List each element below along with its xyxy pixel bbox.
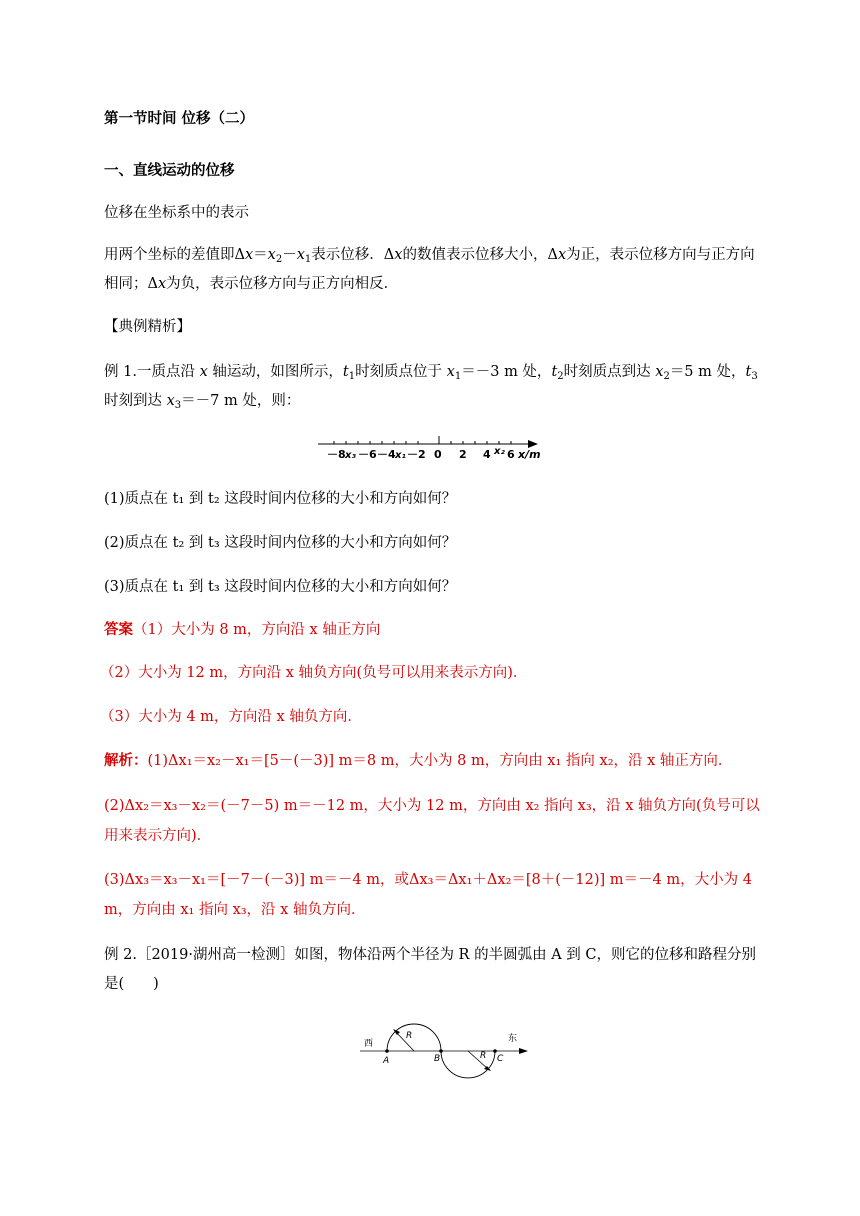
- tick-label: x₃: [345, 450, 356, 461]
- page-title: 第一节时间 位移（二）: [104, 110, 255, 127]
- example1-intro: 例 1.一质点沿 x 轴运动，如图所示，$t_1$时刻质点位于 $x_1=-3$ m 处，$t_2$时刻质点到达 $x_2=5$ m 处，$t_3$时刻到达 $x_3=-7$ m 处，则：: [104, 364, 758, 411]
- analysis-3: (3)Δx₃＝x₃－x₁＝[－7－(－3)] m＝－4 m，或Δx₃＝Δx₁＋Δx₂＝[8＋(－12)] m＝－4 m，大小为 4 m，方向由 x₁ 指向 x₃，沿 x 轴负方向．: [104, 872, 752, 918]
- analysis-2: (2)Δx₂＝x₃－x₂＝(－7－5) m＝－12 m，大小为 12 m，方向由 x₂ 指向 x₃，沿 x 轴负方向(负号可以用来表示方向)．: [104, 798, 760, 844]
- tick-label: －8: [327, 448, 346, 461]
- semicircle-figure: [352, 1018, 532, 1084]
- question-3: (3)质点在 t₁ 到 t₃ 这段时间内位移的大小和方向如何？: [104, 579, 457, 595]
- tick-label: x₂: [494, 446, 505, 457]
- answer-3: （3）大小为 4 m，方向沿 x 轴负方向．: [100, 709, 362, 725]
- point-a-label: A: [383, 1056, 390, 1066]
- question-2: (2)质点在 t₂ 到 t₃ 这段时间内位移的大小和方向如何？: [104, 535, 457, 551]
- tick-label: －2: [407, 448, 426, 461]
- number-line-figure: [314, 432, 544, 462]
- tick-label: 4: [483, 448, 491, 461]
- west-label: 西: [364, 1039, 374, 1049]
- point-c-label: C: [497, 1054, 504, 1064]
- radius-label: R: [480, 1051, 487, 1061]
- point-b-label: B: [434, 1054, 441, 1064]
- question-1: (1)质点在 t₁ 到 t₂ 这段时间内位移的大小和方向如何？: [104, 491, 457, 507]
- answer-label: 答案: [104, 621, 133, 638]
- definition-paragraph: 用两个坐标的差值即$\Delta x=x_2-x_1$表示位移．Δx的数值表示位移大小，Δx为正，表示位移方向与正方向相同；Δx为负，表示位移方向与正方向相反．: [104, 247, 755, 292]
- subheading: 位移在坐标系中的表示: [104, 205, 249, 221]
- tick-label: x₁: [395, 450, 406, 461]
- example2-text: 例 2.［2019·湖州高一检测］如图，物体沿两个半径为 R 的半圆弧由 A 到 C，则它的位移和路程分别是( ): [104, 947, 756, 992]
- east-label: 东: [508, 1034, 518, 1044]
- answer-2: （2）大小为 12 m，方向沿 x 轴负方向(负号可以用来表示方向)．: [100, 665, 528, 681]
- tick-label: －6: [358, 448, 377, 461]
- tick-label: 0: [434, 448, 442, 461]
- analysis-1: 解析：(1)Δx₁＝x₂－x₁＝[5－(－3)] m＝8 m，大小为 8 m，方向由 x₁ 指向 x₂，沿 x 轴正方向．: [104, 752, 733, 769]
- radius-label: R: [406, 1031, 413, 1041]
- analysis-label: 解析：: [104, 752, 148, 769]
- tick-label: 2: [459, 448, 467, 461]
- tick-label: 6: [507, 448, 515, 461]
- section-heading: 一、直线运动的位移: [104, 162, 235, 179]
- tick-label: －4: [377, 448, 396, 461]
- answer-1: 答案（1）大小为 8 m，方向沿 x 轴正方向: [104, 621, 381, 638]
- example-heading: 【典例精析】: [104, 319, 191, 335]
- axis-unit-label: x/m: [518, 448, 541, 461]
